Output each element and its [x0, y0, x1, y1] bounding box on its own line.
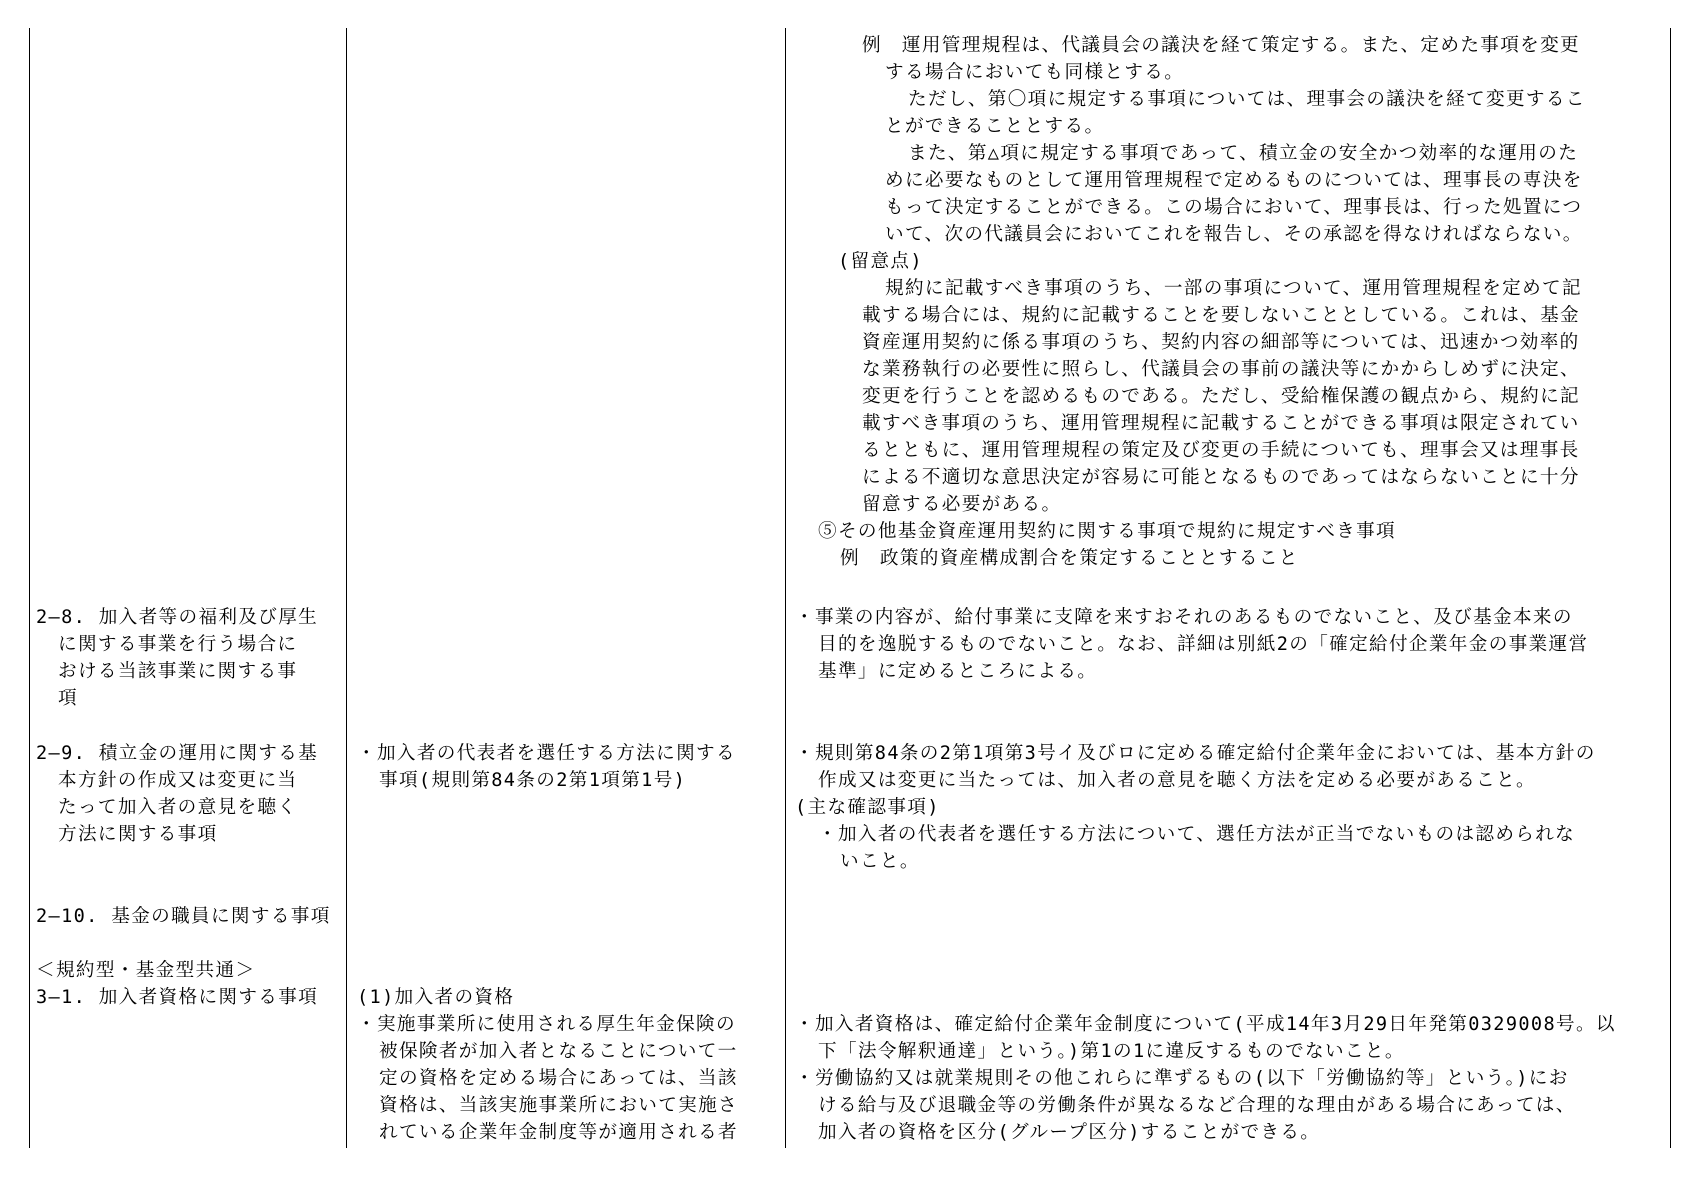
note-line: 変更を行うことを認めるものである。ただし、受給権保護の観点から、規約に記: [862, 386, 1580, 407]
note-line: ・加入者資格は、確定給付企業年金制度について(平成14年3月29日年発第0329008号。以: [795, 1014, 1616, 1035]
heading-line: たって加入者の意見を聴く: [58, 797, 298, 818]
section-heading: ＜規約型・基金型共通＞: [36, 960, 256, 981]
note-line: による不適切な意思決定が容易に可能となるものであってはならないことに十分: [862, 467, 1580, 488]
heading-line: 2―10. 基金の職員に関する事項: [36, 906, 331, 927]
note-line: 加入者の資格を区分(グループ区分)することができる。: [818, 1122, 1321, 1143]
note-line: ・規則第84条の2第1項第3号イ及びロに定める確定給付企業年金においては、基本方針の: [795, 743, 1596, 764]
column-divider-1: [346, 28, 347, 1148]
provision-line: 事項(規則第84条の2第1項第1号): [379, 770, 687, 791]
note-line: ける給与及び退職金等の労働条件が異なるなど合理的な理由がある場合にあっては、: [818, 1095, 1576, 1116]
note-line: 例 政策的資産構成割合を策定することとすること: [840, 548, 1299, 569]
provision-line: ・加入者の代表者を選任する方法に関する: [357, 743, 736, 764]
heading-line: 項: [58, 688, 78, 709]
note-line: 載する場合には、規約に記載することを要しないこととしている。これは、基金: [862, 305, 1580, 326]
note-line: する場合においても同様とする。: [885, 62, 1185, 83]
heading-line: 方法に関する事項: [58, 824, 218, 845]
heading-line: 本方針の作成又は変更に当: [58, 770, 298, 791]
heading-line: 3―1. 加入者資格に関する事項: [36, 987, 319, 1008]
provision-line: 定の資格を定める場合にあっては、当該: [379, 1068, 738, 1089]
provision-line: 被保険者が加入者となることについて一: [379, 1041, 738, 1062]
note-line: 規約に記載すべき事項のうち、一部の事項について、運用管理規程を定めて記: [885, 278, 1582, 299]
note-line: 基準」に定めるところによる。: [818, 661, 1098, 682]
note-line: 下「法令解釈通達」という。)第1の1に違反するものでないこと。: [818, 1041, 1405, 1062]
note-line: いて、次の代議員会においてこれを報告し、その承認を得なければならない。: [885, 224, 1583, 245]
note-line: もって決定することができる。この場合において、理事長は、行った処置につ: [885, 197, 1583, 218]
note-line: ⑤その他基金資産運用契約に関する事項で規約に規定すべき事項: [818, 521, 1396, 542]
note-line: いこと。: [840, 851, 920, 872]
note-heading: (留意点): [838, 251, 923, 272]
column-divider-2: [785, 28, 786, 1148]
note-line: るとともに、運用管理規程の策定及び変更の手続についても、理事会又は理事長: [862, 440, 1580, 461]
note-line: 作成又は変更に当たっては、加入者の意見を聴く方法を定める必要があること。: [818, 770, 1536, 791]
note-line: ・事業の内容が、給付事業に支障を来すおそれのあるものでないこと、及び基金本来の: [795, 607, 1573, 628]
provision-line: (1)加入者の資格: [357, 987, 515, 1008]
note-line: 資産運用契約に係る事項のうち、契約内容の細部等については、迅速かつ効率的: [862, 332, 1580, 353]
heading-line: 2―8. 加入者等の福利及び厚生: [36, 607, 319, 628]
note-line: ・労働協約又は就業規則その他これらに準ずるもの(以下「労働協約等」という。)にお: [795, 1068, 1569, 1089]
note-line: 例 運用管理規程は、代議員会の議決を経て策定する。また、定めた事項を変更: [862, 35, 1580, 56]
provision-line: れている企業年金制度等が適用される者: [379, 1122, 738, 1143]
note-line: めに必要なものとして運用管理規程で定めるものについては、理事長の専決を: [885, 170, 1583, 191]
heading-line: に関する事業を行う場合に: [58, 634, 298, 655]
note-line: ただし、第〇項に規定する事項については、理事会の議決を経て変更するこ: [908, 89, 1586, 110]
provision-line: ・実施事業所に使用される厚生年金保険の: [357, 1014, 736, 1035]
note-heading: (主な確認事項): [795, 797, 940, 818]
heading-line: おける当該事業に関する事: [58, 661, 298, 682]
heading-line: 2―9. 積立金の運用に関する基: [36, 743, 319, 764]
provision-line: 資格は、当該実施事業所において実施さ: [379, 1095, 738, 1116]
note-line: 載すべき事項のうち、運用管理規程に記載することができる事項は限定されてい: [862, 413, 1580, 434]
note-line: 目的を逸脱するものでないこと。なお、詳細は別紙2の「確定給付企業年金の事業運営: [818, 634, 1589, 655]
note-line: な業務執行の必要性に照らし、代議員会の事前の議決等にかからしめずに決定、: [862, 359, 1580, 380]
table-right-border: [1670, 28, 1671, 1148]
note-line: また、第△項に規定する事項であって、積立金の安全かつ効率的な運用のた: [908, 143, 1579, 164]
note-line: とができることとする。: [885, 116, 1105, 137]
note-line: ・加入者の代表者を選任する方法について、選任方法が正当でないものは認められな: [818, 824, 1576, 845]
note-line: 留意する必要がある。: [862, 494, 1062, 515]
table-left-border: [29, 28, 30, 1148]
